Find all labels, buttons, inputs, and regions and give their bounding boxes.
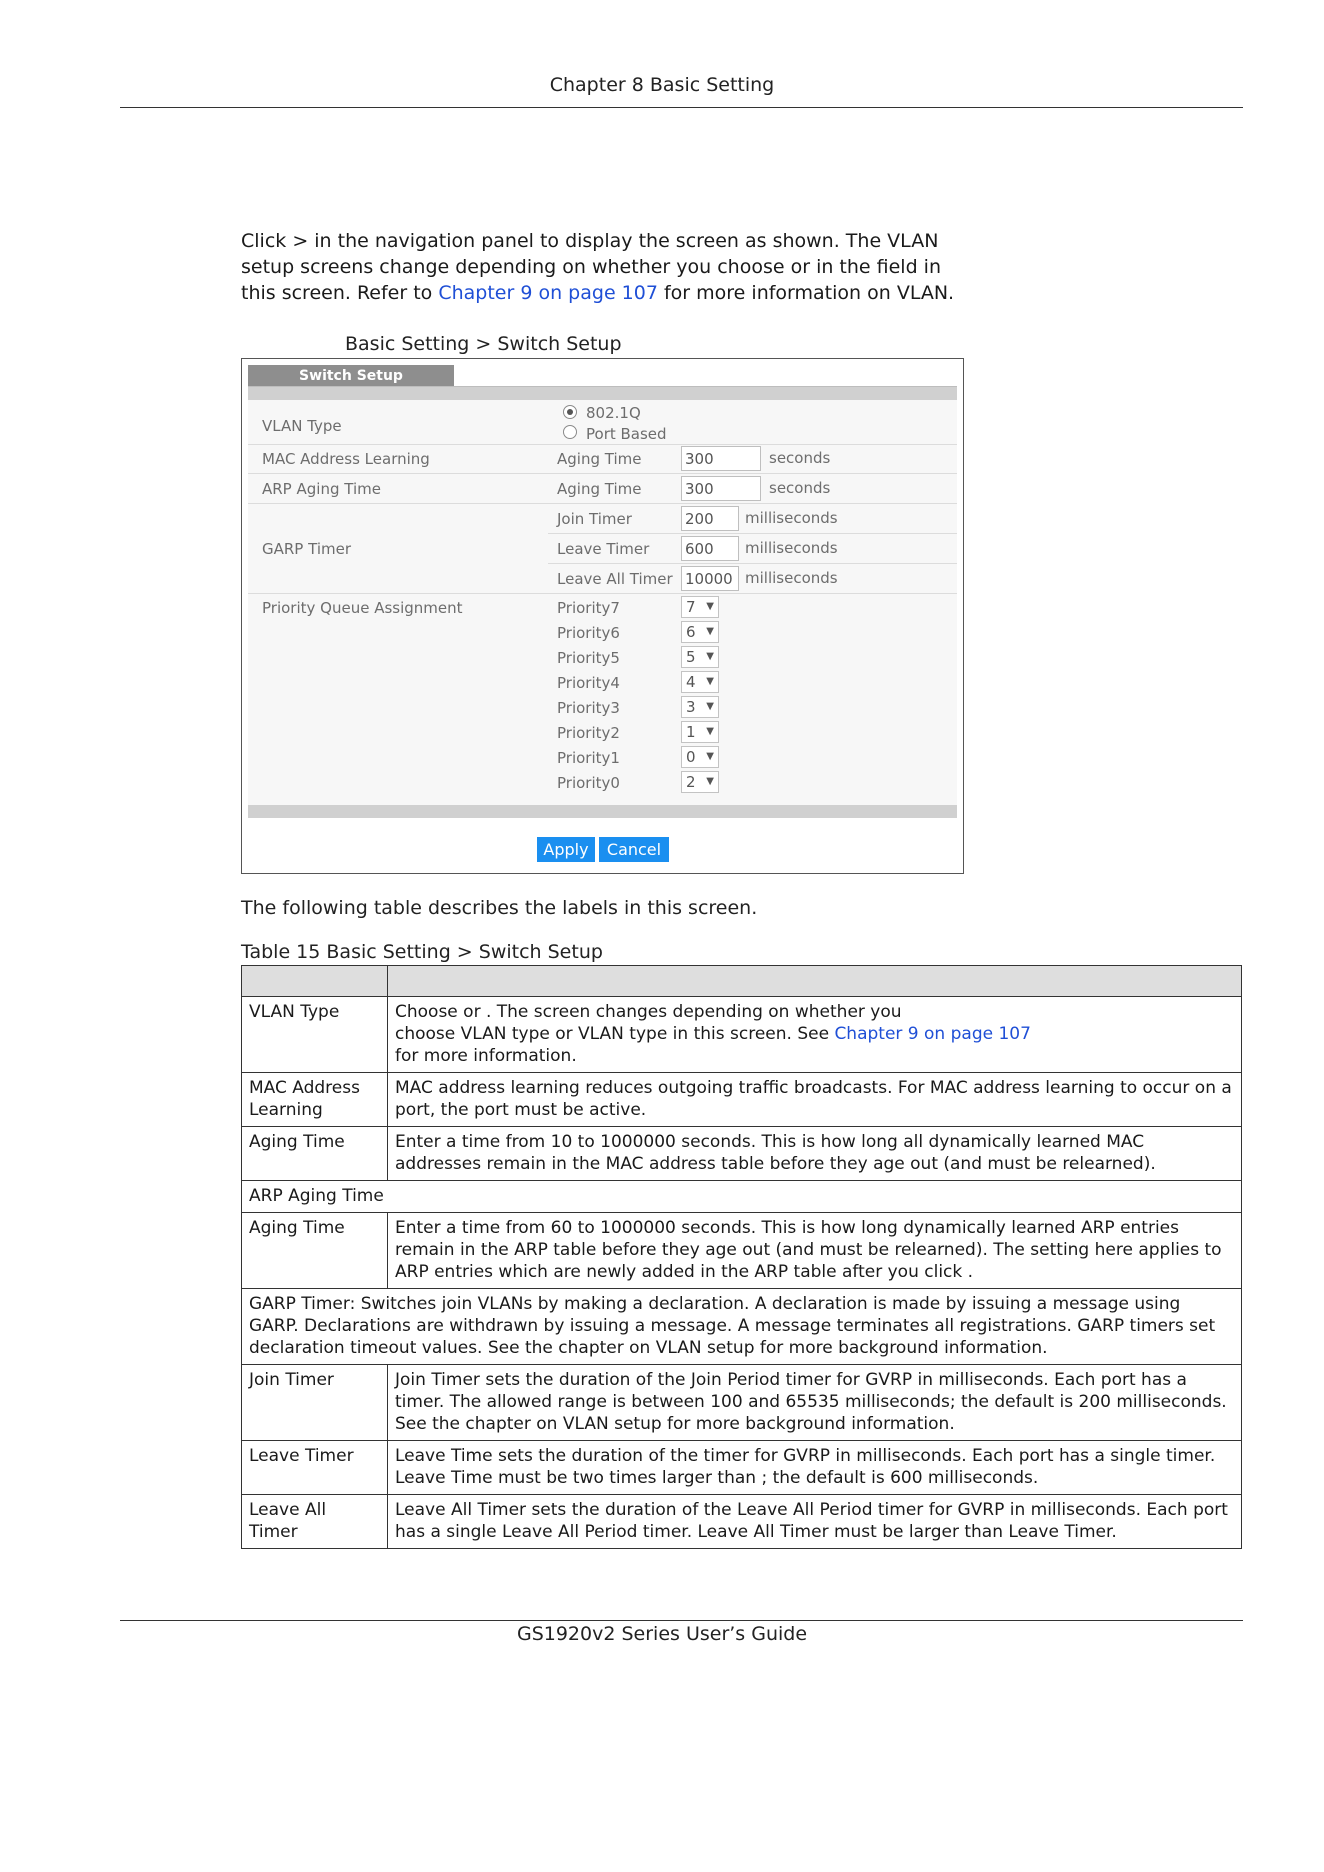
priority-5-label: Priority5 [557, 649, 620, 667]
priority-6-select[interactable]: 6 ▼ [681, 621, 719, 643]
table-row [242, 1495, 1242, 1549]
join-timer-input[interactable]: 200 [681, 506, 739, 531]
form-bottom-bar [248, 805, 957, 818]
mac-aging-time-unit: seconds [769, 449, 831, 467]
cancel-button[interactable]: Cancel [599, 837, 669, 862]
priority-7-label: Priority7 [557, 599, 620, 617]
priority-6-label: Priority6 [557, 624, 620, 642]
row-description: Enter a time from 60 to 1000000 seconds. This is how long dynamically learned ARP entries remain in the ARP table before they age out (and must be relearned). The setting here applies to ARP entries which are newly added in the ARP table after you click . [388, 1213, 1242, 1289]
row-label: MAC Address Learning [242, 1073, 388, 1127]
intro-line-1: Click > in the navigation panel to display the screen as shown. The VLAN [241, 230, 939, 252]
priority-0-select[interactable]: 2 ▼ [681, 771, 719, 793]
chapter-header: Chapter 8 Basic Setting [549, 74, 775, 96]
figure-caption: Basic Setting > Switch Setup [345, 333, 622, 355]
leave-all-timer-input[interactable]: 10000 [681, 566, 739, 591]
intro-line-2: setup screens change depending on whether you choose or in the field in [241, 256, 942, 278]
arp-aging-time-input[interactable]: 300 [681, 476, 761, 501]
footer-title: GS1920v2 Series User’s Guide [516, 1623, 808, 1645]
row-label: Leave All Timer [242, 1495, 388, 1549]
radio-802-1q[interactable] [563, 405, 577, 419]
priority-4-label: Priority4 [557, 674, 620, 692]
row-label: Join Timer [242, 1365, 388, 1441]
leave-all-timer-label: Leave All Timer [557, 570, 673, 588]
table-row [242, 997, 1242, 1073]
header-rule [120, 107, 1243, 108]
priority-0-label: Priority0 [557, 774, 620, 792]
join-timer-label: Join Timer [557, 510, 632, 528]
table-row [242, 1365, 1242, 1441]
join-timer-unit: milliseconds [745, 509, 838, 527]
table-row [242, 1073, 1242, 1127]
priority-4-select[interactable]: 4 ▼ [681, 671, 719, 693]
table-header-row [242, 966, 1242, 997]
label-description-table [241, 965, 1242, 1549]
priority-2-select[interactable]: 1 ▼ [681, 721, 719, 743]
row-label: Leave Timer [242, 1441, 388, 1495]
garp-timer-label: GARP Timer [262, 540, 351, 558]
intro-line-3: this screen. Refer to Chapter 9 on page 107 for more information on VLAN. [241, 282, 955, 304]
table-section-row [242, 1181, 1242, 1213]
table-intro: The following table describes the labels in this screen. [241, 897, 758, 919]
leave-timer-label: Leave Timer [557, 540, 650, 558]
row-description: Choose or . The screen changes depending on whether you choose VLAN type or VLAN type in this screen. See Chapter 9 on page 107 for more information. [388, 997, 1242, 1073]
radio-802-1q-label: 802.1Q [586, 404, 641, 422]
arp-aging-time-label: Aging Time [557, 480, 642, 498]
row-description: Leave All Timer sets the duration of the Leave All Period timer for GVRP in milliseconds. Each port has a single Leave All Period timer. Leave All Timer must be larger than Leave Timer. [388, 1495, 1242, 1549]
priority-1-select[interactable]: 0 ▼ [681, 746, 719, 768]
arp-aging-label: ARP Aging Time [262, 480, 381, 498]
vlan-type-label: VLAN Type [262, 417, 342, 435]
row-label: Aging Time [242, 1213, 388, 1289]
form-top-bar [248, 387, 957, 400]
row-description: Leave Time sets the duration of the timer for GVRP in milliseconds. Each port has a single timer. Leave Time must be two times larger than ; the default is 600 milliseconds. [388, 1441, 1242, 1495]
leave-timer-input[interactable]: 600 [681, 536, 739, 561]
tab-switch-setup[interactable]: Switch Setup [248, 365, 454, 387]
priority-2-label: Priority2 [557, 724, 620, 742]
chapter-9-table-link[interactable]: Chapter 9 on page 107 [834, 1024, 1031, 1044]
priority-3-select[interactable]: 3 ▼ [681, 696, 719, 718]
table-row [242, 1213, 1242, 1289]
tab-strip [248, 365, 957, 387]
radio-port-based-label: Port Based [586, 425, 667, 443]
row-description: Enter a time from 10 to 1000000 seconds. This is how long all dynamically learned MAC addresses remain in the MAC address table before they age out (and must be relearned). [388, 1127, 1242, 1181]
table-caption: Table 15 Basic Setting > Switch Setup [241, 941, 603, 963]
priority-5-select[interactable]: 5 ▼ [681, 646, 719, 668]
leave-timer-unit: milliseconds [745, 539, 838, 557]
apply-button[interactable]: Apply [537, 837, 595, 862]
priority-3-label: Priority3 [557, 699, 620, 717]
switch-setup-screenshot [241, 358, 964, 874]
table-section-row [242, 1289, 1242, 1365]
section-label: ARP Aging Time [242, 1181, 1242, 1213]
row-description: Join Timer sets the duration of the Join Period timer for GVRP in milliseconds. Each port has a timer. The allowed range is between 100 and 65535 milliseconds; the default is 200 milliseconds. See the chapter on VLAN setup for more background information. [388, 1365, 1242, 1441]
chapter-9-link[interactable]: Chapter 9 on page 107 [438, 282, 658, 304]
row-label: Aging Time [242, 1127, 388, 1181]
arp-aging-time-unit: seconds [769, 479, 831, 497]
table-row [242, 1127, 1242, 1181]
row-description: MAC address learning reduces outgoing traffic broadcasts. For MAC address learning to occur on a port, the port must be active. [388, 1073, 1242, 1127]
row-label: VLAN Type [242, 997, 388, 1073]
priority-1-label: Priority1 [557, 749, 620, 767]
footer-rule [120, 1620, 1243, 1621]
priority-queue-label: Priority Queue Assignment [262, 599, 463, 617]
mac-learning-label: MAC Address Learning [262, 450, 430, 468]
leave-all-timer-unit: milliseconds [745, 569, 838, 587]
section-description: GARP Timer: Switches join VLANs by making a declaration. A declaration is made by issuing a message using GARP. Declarations are withdrawn by issuing a message. A message terminates all registrations. GARP timers set declaration timeout values. See the chapter on VLAN setup for more background information. [242, 1289, 1242, 1365]
priority-7-select[interactable]: 7 ▼ [681, 596, 719, 618]
mac-aging-time-input[interactable]: 300 [681, 446, 761, 471]
table-row [242, 1441, 1242, 1495]
switch-setup-form [248, 400, 957, 805]
mac-aging-time-label: Aging Time [557, 450, 642, 468]
radio-port-based[interactable] [563, 425, 577, 439]
